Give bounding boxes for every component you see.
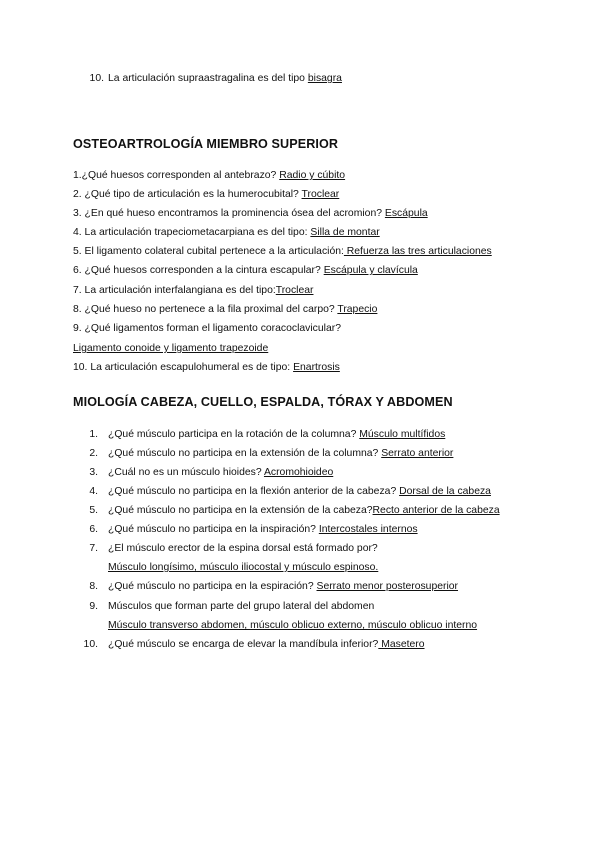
question-text: 6. ¿Qué huesos corresponden a la cintura escapular? [73,265,324,276]
answer-text: Serrato anterior [381,448,454,459]
list-number: 4. [89,486,98,497]
answer-text: Masetero [378,639,425,650]
list-item [108,428,445,441]
question-text: ¿Cuál no es un músculo hioides? [108,467,264,478]
answer-text: Troclear [301,189,340,200]
list-item [108,561,378,574]
list-number: 2. [89,448,98,459]
list-number: 3. [89,467,98,478]
answer-text: Músculo multífidos [359,429,446,440]
question-text: 1.¿Qué huesos corresponden al antebrazo? [73,170,280,181]
question-text: ¿Qué músculo participa en la rotación de la columna? [108,429,360,440]
question-text: ¿Qué músculo se encarga de elevar la mandíbula inferior? [108,639,379,650]
list-item [73,188,339,201]
list-item [108,542,378,555]
list-item [108,600,374,613]
question-text: 5. El ligamento colateral cubital pertenece a la articulación: [73,246,344,257]
answer-text: Músculo longísimo, músculo iliocostal y músculo espinoso. [108,562,379,573]
question-text: ¿Qué músculo no participa en la espiración? [108,581,317,592]
list-item [73,361,340,374]
list-item [108,638,425,651]
answer-text: Recto anterior de la cabeza [372,505,500,516]
answer-text: Silla de montar [310,227,380,238]
list-item [108,619,477,632]
question-text: ¿El músculo erector de la espina dorsal está formado por? [108,543,378,554]
answer-text: Trapecio [337,304,378,315]
answer-text: bisagra [307,73,342,84]
list-item [108,72,342,85]
question-text: 10. La articulación escapulohumeral es de tipo: [73,362,294,373]
list-item [108,523,418,536]
answer-text: Intercostales internos [318,524,418,535]
list-item [108,466,333,479]
list-item [73,207,428,220]
answer-text: Dorsal de la cabeza [399,486,491,497]
list-number: 10. [83,639,98,650]
answer-text: Acromohioideo [263,467,334,478]
question-text: 7. La articulación interfalangiana es del tipo: [73,285,276,296]
list-number: 6. [89,524,98,535]
answer-text: Enartrosis [293,362,340,373]
list-number: 10. [89,73,104,84]
answer-text: Troclear [275,285,314,296]
question-text: 8. ¿Qué hueso no pertenece a la fila proximal del carpo? [73,304,338,315]
question-text: ¿Qué músculo no participa en la flexión anterior de la cabeza? [108,486,400,497]
answer-text: Ligamento conoide y ligamento trapezoide [73,343,269,354]
list-item [108,447,453,460]
list-item [108,504,500,517]
question-text: La articulación supraastragalina es del tipo [108,73,308,84]
list-item [108,580,458,593]
list-item [73,284,313,297]
list-item [73,303,377,316]
list-number: 7. [89,543,98,554]
section-title: MIOLOGÍA CABEZA, CUELLO, ESPALDA, TÓRAX Y ABDOMEN [73,395,453,409]
list-item [73,245,492,258]
question-text: 3. ¿En qué hueso encontramos la prominencia ósea del acromion? [73,208,385,219]
list-number: 8. [89,581,98,592]
section-title: OSTEOARTROLOGÍA MIEMBRO SUPERIOR [73,137,339,151]
question-text: ¿Qué músculo no participa en la extensión de la cabeza? [108,505,373,516]
answer-text: Refuerza las tres articulaciones [343,246,492,257]
list-number: 9. [89,601,98,612]
list-number: 1. [89,429,98,440]
question-text: ¿Qué músculo no participa en la inspiración? [108,524,319,535]
answer-text: Escápula y clavícula [323,265,418,276]
answer-text: Serrato menor posterosuperior [316,581,459,592]
list-item [73,342,268,355]
answer-text: Radio y cúbito [279,170,346,181]
list-item [73,226,380,239]
question-text: Músculos que forman parte del grupo lateral del abdomen [108,601,375,612]
question-text: 9. ¿Qué ligamentos forman el ligamento coracoclavicular? [73,323,341,334]
question-text: ¿Qué músculo no participa en la extensión de la columna? [108,448,382,459]
list-item [73,322,341,335]
answer-text: Escápula [384,208,428,219]
question-text: 4. La articulación trapeciometacarpiana es del tipo: [73,227,311,238]
list-item [108,485,491,498]
question-text: 2. ¿Qué tipo de articulación es la humerocubital? [73,189,302,200]
list-item [73,169,345,182]
list-number: 5. [89,505,98,516]
list-item [73,264,418,277]
answer-text: Músculo transverso abdomen, músculo oblicuo externo, músculo oblicuo interno [108,620,478,631]
